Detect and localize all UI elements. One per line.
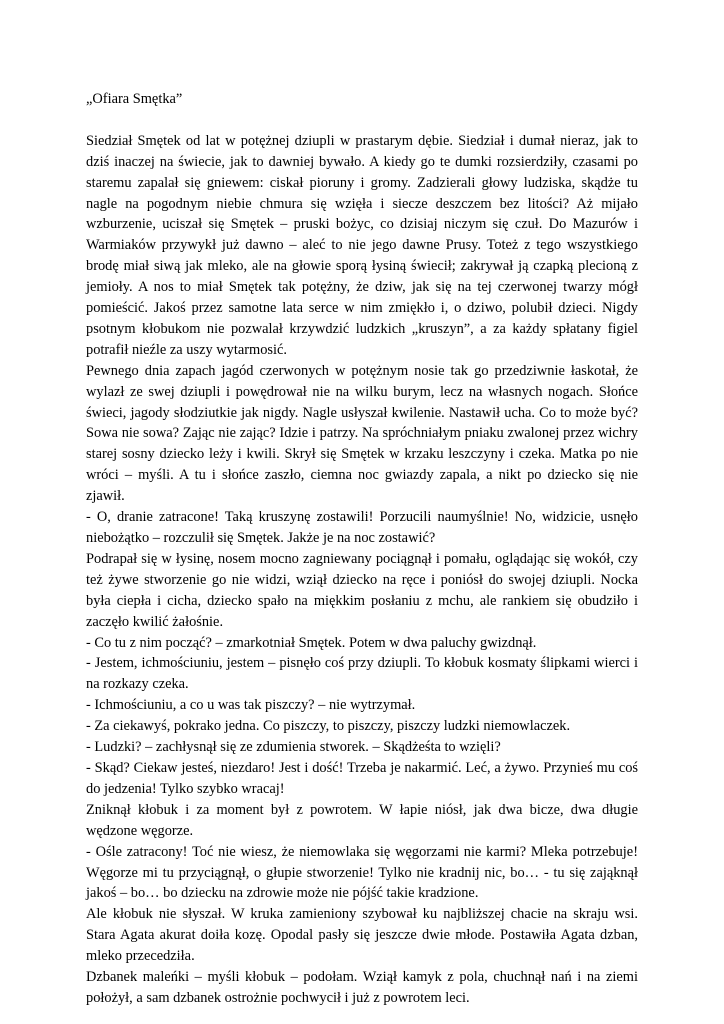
title-spacer <box>86 110 638 131</box>
paragraph: - Ichmościuniu, a co u was tak piszczy? – nie wytrzymał. <box>86 697 416 714</box>
paragraph: - Ośle zatracony! Toć nie wiesz, że niemowlaka się węgorzami nie karmi? Mleka potrzebuje! Węgorze mi tu przyciągnął, o głupie stworzenie! Tylko nie kradnij nic, bo… - tu się zająknął jakoś – bo… bo dziecku na zdrowie może nie pójść takie kradzione. <box>86 843 638 902</box>
paragraph: - Za ciekawyś, pokrako jedna. Co piszczy, to piszczy, piszczy ludzki niemowlaczek. <box>86 718 571 735</box>
paragraph: - Jestem, ichmościuniu, jestem – pisnęło coś przy dziupli. To kłobuk kosmaty ślipkami wierci i na rozkazy czeka. <box>86 655 638 693</box>
paragraph: - Co tu z nim począć? – zmarkotniał Smętek. Potem w dwa paluchy gwizdnął. <box>86 634 537 651</box>
paragraph: Ale kłobuk nie słyszał. W kruka zamieniony szybował ku najbliższej chacie na skraju wsi. Stara Agata akurat doiła kozę. Opodal pasły się jeszcze dwie młode. Postawiła Agata dzban, mleko przecedziła. <box>86 906 638 965</box>
paragraph: - Skąd? Ciekaw jesteś, niezdaro! Jest i dość! Trzeba je nakarmić. Leć, a żywo. Przynieś mu coś do jedzenia! Tylko szybko wracaj! <box>86 759 638 797</box>
paragraph: Pewnego dnia zapach jagód czerwonych w potężnym nosie tak go przedziwnie łaskotał, że wylazł ze swej dziupli i powędrował nie na wilku burym, lecz na własnych nogach. Słońce świeci, jagody słodziutkie jak nigdy. Nagle usłyszał kwilenie. Nastawił ucha. Co to może być? Sowa nie sowa? Zając nie zając? Idzie i patrzy. Na spróchniałym pniaku zwalonej przez wichry starej sosny dziecko leży i kwili. Skrył się Smętek w krzaku leszczyny i czeka. Matka po nie wróci – myśli. A tu i słońce zaszło, ciemna noc gwiazdy zapala, a nikt po dziecko się nie zjawił. <box>86 362 638 505</box>
paragraph: - O, dranie zatracone! Taką kruszynę zostawili! Porzucili naumyślnie! No, widzicie, usnęło niebożątko – rozczulił się Smętek. Jakże je na noc zostawić? <box>86 509 638 546</box>
paragraph: Siedział Smętek od lat w potężnej dziupli w prastarym dębie. Siedział i dumał nieraz, jak to dziś inaczej na świecie, jak to dawniej bywało. A kiedy go te dumki rozsierdziły, czasami po staremu zapalał się gniewem: ciskał pioruny i gromy. Zadzierali głowy ludziska, skądże tu nagle na pogodnym niebie chmura się wzięła i siecze deszczem bez litości? Aż mijało wzburzenie, uciszał się Smętek – pruski bożyc, co dzisiaj niczym się czuł. Do Mazurów i Warmiaków przywykł już dawno – aleć to nie jego dawne Prusy. Toteż z tego wszystkiego brodę miał siwą jak mleko, ale na głowie sporą łysiną świecił; zakrywał ją czapką plecioną z jemioły. A nos to miał Smętek tak potężny, że dziw, jak się na tej czerwonej twarzy mógł pomieścić. Jakoś przez samotne lata serce w nim zmiękło i, o dziwo, polubił dzieci. Nigdy psotnym kłobukom nie pozwalał krzywdzić ludzkich „kruszyn”, a za każdy spłatany figiel potrafił nieźle za uszy wytarmosić. <box>86 132 638 358</box>
document-body <box>86 89 638 1009</box>
document-title: „Ofiara Smętka” <box>86 91 183 107</box>
paragraph: - Ludzki? – zachłysnął się ze zdumienia stworek. – Skądżeśta to wzięli? <box>86 739 501 756</box>
paragraph: Zniknął kłobuk i za moment był z powrotem. W łapie niósł, jak dwa bicze, dwa długie wędzone węgorze. <box>86 801 638 839</box>
paragraph: Dzbanek maleńki – myśli kłobuk – podołam. Wziął kamyk z pola, chuchnął nań i na ziemi położył, a sam dzbanek ostrożnie pochwycił i już z powrotem leci. <box>86 969 638 1006</box>
paragraph: Podrapał się w łysinę, nosem mocno zagniewany pociągnął i pomału, oglądając się wokół, czy też żywe stworzenie go nie widzi, wziął dziecko na ręce i poniósł do swojej dziupli. Nocka była ciepła i cicha, dziecko spało na miękkim posłaniu z mchu, ale rankiem się obudziło i zaczęło kwilić żałośnie. <box>86 550 638 630</box>
